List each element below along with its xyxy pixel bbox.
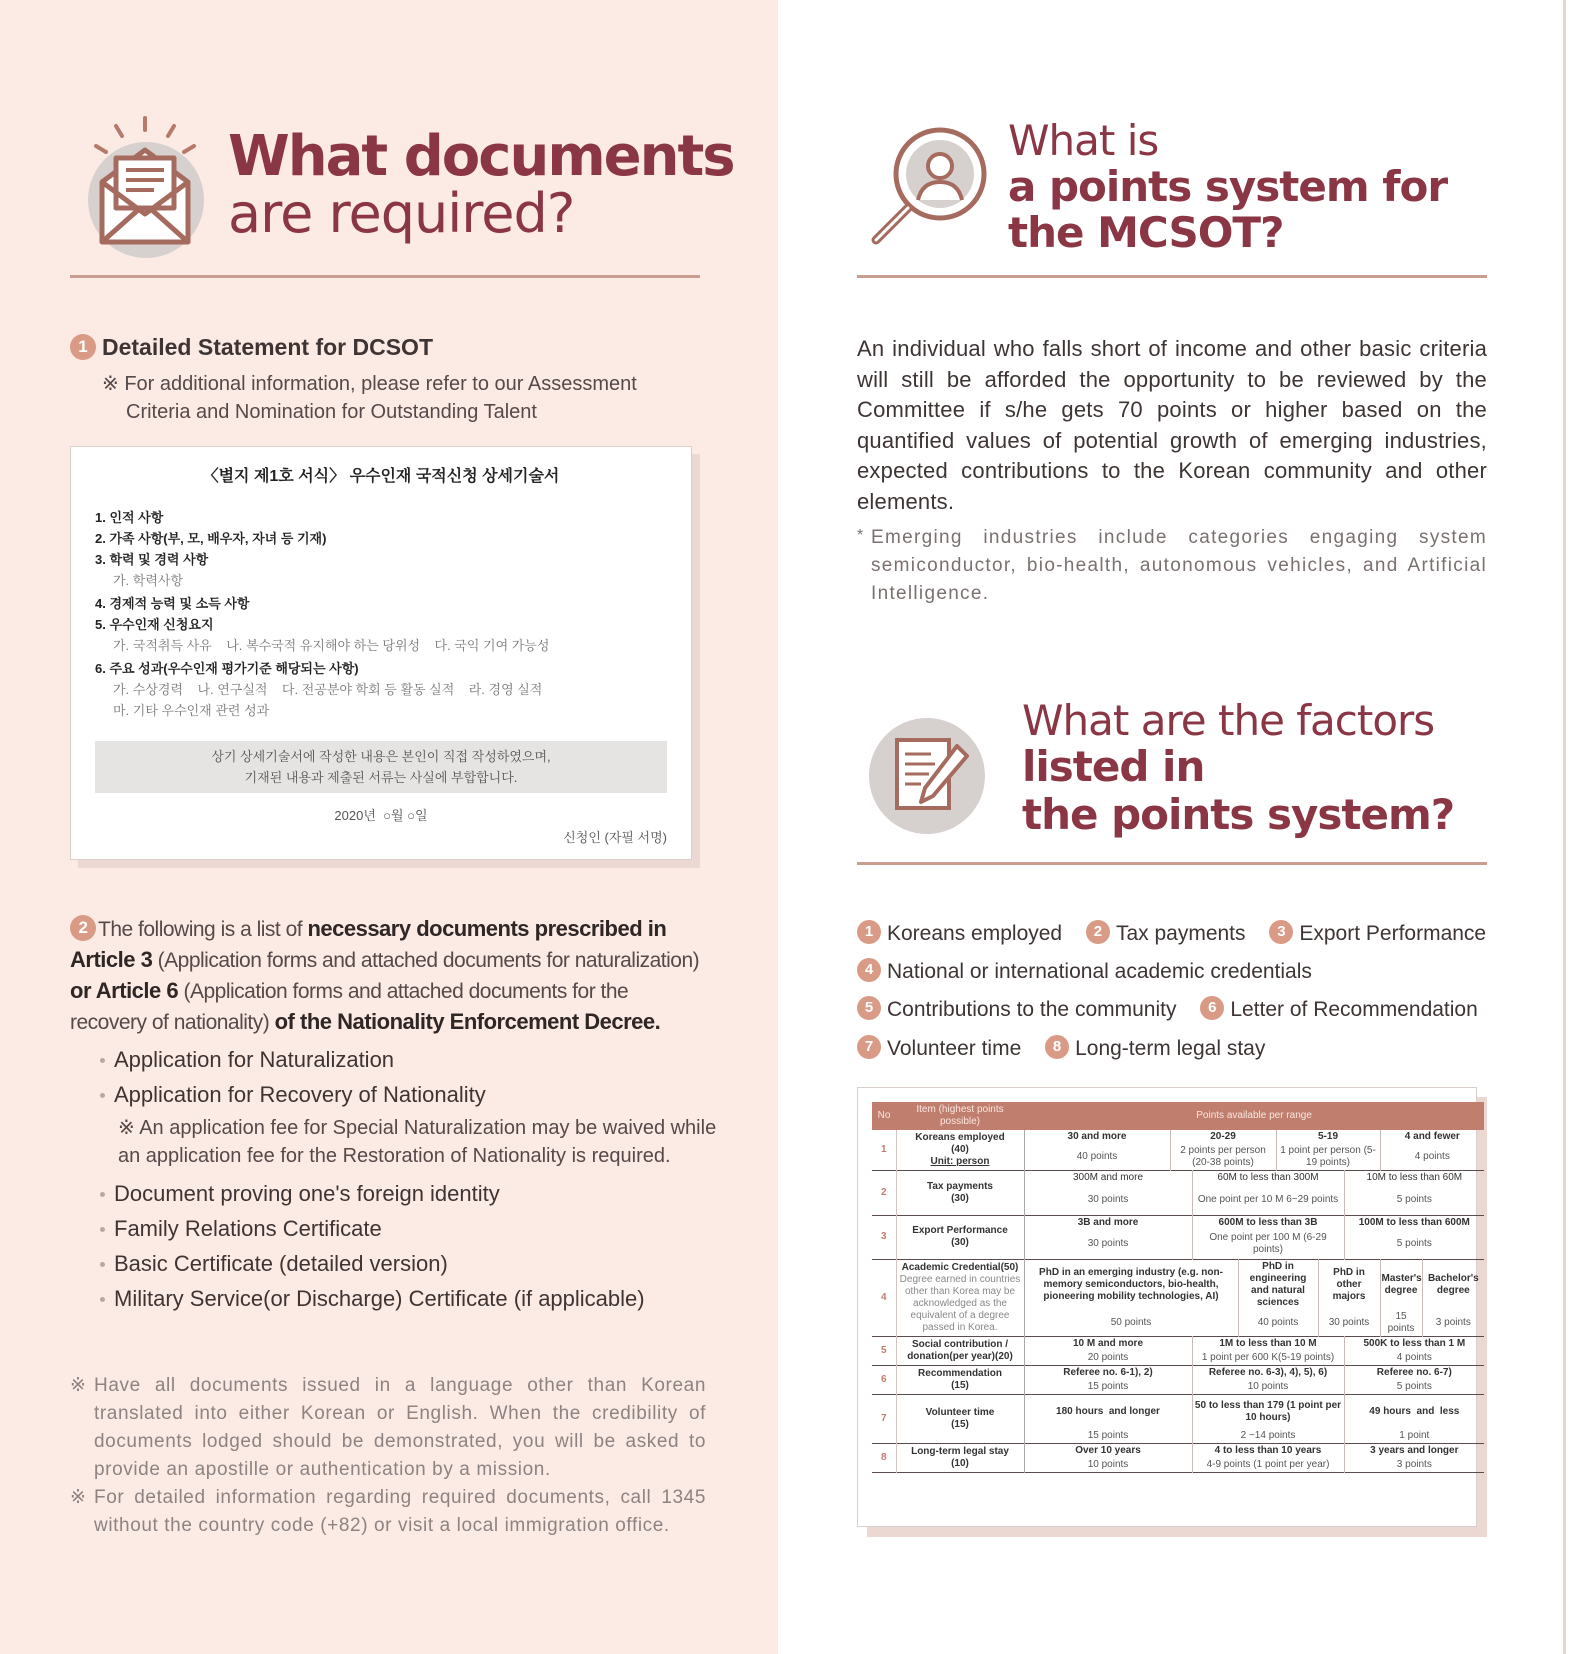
table-cell: 40 points (1238, 1310, 1318, 1337)
right-header1-rule (857, 275, 1487, 278)
item-name: Long-term legal stay (911, 1445, 1009, 1457)
points-system-description: An individual who falls short of income and other basic criteria will still be afforded the opportunity to be reviewed by the Committee if s/he gets 70 points or higher based on the quantified values of potential growth of emerging industries, expected contributions to the Korean community and other elements. (857, 336, 1487, 514)
table-cell: 49 hours and less (1344, 1395, 1484, 1429)
item-description: Degree earned in countries other than Korea may be acknowledged as the equivalent of a degree passed in Korea. (899, 1274, 1021, 1333)
table-cell: 2 points per person (20-38 points) (1170, 1144, 1276, 1171)
table-cell: 2 ~14 points (1192, 1429, 1344, 1444)
row-number: 2 (872, 1171, 896, 1216)
row-number: 1 (872, 1130, 896, 1171)
right-title2-line3: the points system? (1022, 790, 1455, 839)
row-number: 6 (872, 1366, 896, 1395)
form-declaration (95, 741, 667, 793)
form-item: 5. 우수인재 신청요지 (95, 617, 214, 632)
form-date: 2020년 ○월 ○일 (334, 808, 428, 823)
table-cell: 600M to less than 3B (1192, 1215, 1344, 1230)
right-title1-line3: the MCSOT? (1008, 208, 1284, 257)
form-title: 〈별지 제1호 서식〉 우수인재 국적신청 상세기술서 (202, 468, 560, 485)
table-cell: One point per 10 M 6~29 points (1192, 1185, 1344, 1215)
table-cell: 100M to less than 600M (1344, 1215, 1484, 1230)
table-row (872, 1171, 1484, 1186)
item-max: (30) (951, 1192, 969, 1204)
document-pen-icon (869, 718, 985, 834)
table-cell: 50 points (1024, 1310, 1238, 1337)
item-max: (10) (951, 1457, 969, 1469)
item-unit: Unit: person (930, 1156, 990, 1167)
item-max: (30) (951, 1237, 969, 1249)
emerging-industries-footnote (857, 524, 1487, 608)
section2-b3: of the Nationality Enforcement Decree. (274, 1009, 661, 1034)
item-max: (15) (951, 1380, 969, 1391)
table-cell: 1 point per person (5-19 points) (1276, 1144, 1380, 1171)
factor-label: Tax payments (1115, 922, 1246, 945)
table-cell: 15 points (1380, 1310, 1422, 1337)
list-item: Application for Naturalization (98, 1042, 718, 1077)
table-cell: 1 point (1399, 1429, 1430, 1441)
table-cell: 4 and fewer (1404, 1131, 1460, 1142)
fee-note: ※ An application fee for Special Naturalization may be waived while an application fee for the Restoration of Nationality is required. (118, 1117, 717, 1167)
row-item (896, 1260, 1024, 1337)
factor-item (1269, 922, 1486, 946)
row-item (896, 1130, 1024, 1171)
row-number: 5 (872, 1337, 896, 1366)
number-badge: 6 (1200, 996, 1224, 1020)
right-title1-line1: What is (1008, 116, 1159, 165)
section1-heading (70, 334, 433, 362)
footnote-text: Emerging industries include categories engaging system semiconductor, bio-health, autonomous vehicles, and Artificial Intelligence. (871, 527, 1487, 604)
factor-row (857, 960, 1330, 984)
form-subitem: 가. 학력사항 (113, 573, 184, 588)
right-header2-rule (857, 862, 1487, 865)
note-line2: Criteria and Nomination for Outstanding Talent (126, 401, 537, 423)
section1-note (102, 370, 637, 426)
section2-t1: The following is a list of (98, 918, 308, 941)
form-subitem: 마. 기타 우수인재 관련 성과 (113, 703, 270, 718)
table-cell: 500K to less than 1 M (1344, 1337, 1484, 1352)
row-item (896, 1171, 1024, 1216)
factor-row (857, 922, 1504, 946)
table-cell: 1 point per 600 K(5-19 points) (1192, 1351, 1344, 1366)
number-badge: 7 (857, 1035, 881, 1059)
footnote-text: Have all documents issued in a language other than Korean translated into either Korean or English. When the credibility of documents lodged should be demonstrated, you will be asked to provide an apostille or authentication by a mission. (94, 1375, 706, 1480)
footnote (70, 1484, 706, 1540)
table-row (872, 1443, 1484, 1458)
table-header-row (872, 1102, 1484, 1130)
row-number: 7 (872, 1395, 896, 1444)
table-row (872, 1395, 1484, 1429)
table-cell: Referee no. 6-7) (1344, 1366, 1484, 1381)
factor-item (1086, 922, 1246, 946)
form-signature: 신청인 (자필 서명) (563, 830, 667, 845)
factor-item (1200, 998, 1477, 1022)
item-name: Export Performance (912, 1225, 1008, 1237)
table-cell: Over 10 years (1024, 1443, 1192, 1458)
table-cell: 180 hours and longer (1024, 1395, 1192, 1429)
row-number: 4 (872, 1260, 896, 1337)
table-cell: 1M to less than 10 M (1192, 1337, 1344, 1352)
factor-label: National or international academic credentials (887, 960, 1312, 983)
factor-label: Long-term legal stay (1075, 1037, 1266, 1060)
table-cell: 50 to less than 179 (1 point per 10 hours) (1192, 1395, 1344, 1429)
declaration-line2: 기재된 내용과 제출된 서류는 사실에 부합합니다. (244, 770, 518, 785)
table-cell: 20-29 (1170, 1130, 1276, 1144)
factor-item (857, 960, 1312, 984)
table-cell: 40 points (1024, 1144, 1170, 1171)
row-item (896, 1395, 1024, 1444)
points-table (872, 1102, 1484, 1473)
table-cell: One point per 100 M (6-29 points) (1192, 1230, 1344, 1260)
factor-label: Volunteer time (887, 1037, 1022, 1060)
left-title-line1: What documents (228, 124, 734, 189)
factor-label: Export Performance (1299, 922, 1487, 945)
table-cell: 3 years and longer (1344, 1443, 1484, 1458)
magnifier-person-icon (866, 126, 996, 246)
right-title2-line2: listed in (1022, 742, 1205, 791)
number-badge: 4 (857, 958, 881, 982)
row-item (896, 1443, 1024, 1472)
table-row (872, 1215, 1484, 1230)
note-line1: For additional information, please refer to our Assessment (124, 373, 637, 395)
document-list (98, 1042, 718, 1316)
table-cell: 4 points (1414, 1151, 1450, 1162)
right-title2-line1: What are the factors (1022, 696, 1435, 745)
table-cell: 5 points (1396, 1381, 1432, 1392)
number-badge: 2 (1086, 920, 1110, 944)
number-badge: 3 (1269, 920, 1293, 944)
table-cell: 30 points (1024, 1185, 1192, 1215)
table-cell: 20 points (1024, 1351, 1192, 1366)
table-cell: 15 points (1024, 1380, 1192, 1395)
row-item (896, 1366, 1024, 1395)
section2-t2: (Application forms and attached documents for naturalization) (152, 949, 700, 972)
row-item: Social contribution / donation(per year)(20) (896, 1337, 1024, 1366)
table-cell: PhD in other majors (1318, 1260, 1380, 1311)
factor-item (857, 922, 1062, 946)
factor-item (857, 998, 1176, 1022)
note-mark: ※ (102, 373, 119, 395)
factor-row (857, 1037, 1283, 1061)
item-max: (40) (951, 1144, 969, 1155)
section1-heading-text: Detailed Statement for DCSOT (102, 334, 433, 360)
factor-item (857, 1037, 1021, 1061)
list-item: Application for Recovery of Nationality (98, 1077, 718, 1112)
statement-form (70, 446, 692, 860)
list-item: Military Service(or Discharge) Certificate (if applicable) (98, 1281, 718, 1316)
item-name: Volunteer time (925, 1406, 995, 1418)
section2-b2: or Article 6 (70, 978, 179, 1003)
section2-t3: (Application forms and attached documents for the recovery of nationality) (70, 980, 629, 1034)
table-cell: 30 points (1024, 1230, 1192, 1260)
number-badge: 1 (70, 334, 96, 360)
table-cell: 3B and more (1024, 1215, 1192, 1230)
table-cell: 15 points (1024, 1429, 1192, 1444)
table-cell: 300M and more (1024, 1171, 1192, 1186)
row-number: 8 (872, 1443, 896, 1472)
table-cell: 4 points (1396, 1352, 1432, 1363)
table-cell: Master's degree (1380, 1260, 1422, 1311)
item-name: Academic Credential(50) (901, 1262, 1019, 1273)
table-cell: 5-19 (1276, 1130, 1380, 1144)
form-item: 2. 가족 사항(부, 모, 배우자, 자녀 등 기재) (95, 531, 327, 546)
section2-intro (70, 914, 706, 1038)
table-cell: PhD in engineering and natural sciences (1238, 1260, 1318, 1311)
number-badge: 8 (1045, 1035, 1069, 1059)
table-row (872, 1366, 1484, 1381)
list-item: Family Relations Certificate (98, 1211, 718, 1246)
table-cell: 5 points (1396, 1193, 1432, 1205)
list-item: Document proving one's foreign identity (98, 1176, 718, 1211)
envelope-icon (88, 142, 204, 258)
table-cell: 3 points (1396, 1458, 1432, 1470)
left-title-line2: are required? (228, 182, 575, 245)
row-item (896, 1215, 1024, 1260)
table-cell: PhD in an emerging industry (e.g. non-memory semiconductors, bio-health, pioneering mobility technologies, AI) (1024, 1260, 1238, 1311)
footnote-text: For detailed information regarding required documents, call 1345 without the country code (+82) or visit a local immigration office. (94, 1487, 706, 1536)
item-name: Recommendation (918, 1368, 1002, 1379)
header-range: Points available per range (1024, 1102, 1484, 1130)
table-cell: 10 M and more (1024, 1337, 1192, 1352)
right-title1-line2: a points system for (1008, 162, 1448, 211)
table-cell: 4-9 points (1 point per year) (1192, 1458, 1344, 1473)
footnote-mark: ※ (70, 1375, 87, 1396)
table-cell: 30 and more (1024, 1130, 1170, 1144)
table-cell: Referee no. 6-1), 2) (1024, 1366, 1192, 1381)
factor-label: Koreans employed (887, 922, 1063, 945)
footnote-mark: * (857, 527, 865, 544)
table-cell: 10M to less than 60M (1344, 1171, 1484, 1186)
table-cell: 3 points (1435, 1317, 1471, 1328)
header-item: Item (highest points possible) (896, 1102, 1024, 1130)
table-cell: 60M to less than 300M (1192, 1171, 1344, 1186)
form-subitem: 가. 국적취득 사유 나. 복수국적 유지해야 하는 당위성 다. 국익 기여 가능성 (113, 638, 550, 653)
header-no: No (872, 1102, 896, 1130)
number-badge: 5 (857, 996, 881, 1020)
table-row (872, 1130, 1484, 1144)
form-item: 1. 인적 사항 (95, 510, 164, 525)
table-cell: 5 points (1396, 1238, 1432, 1250)
item-name: Koreans employed (915, 1132, 1005, 1143)
factor-label: Contributions to the community (887, 998, 1177, 1021)
item-max: (15) (951, 1418, 969, 1430)
form-item: 3. 학력 및 경력 사항 (95, 552, 209, 567)
footnote-mark: ※ (70, 1487, 87, 1508)
number-badge: 1 (857, 920, 881, 944)
factor-label: Letter of Recommendation (1230, 998, 1478, 1021)
page-edge (1563, 0, 1566, 1654)
table-cell: Bachelor's degree (1422, 1260, 1484, 1311)
item-name: Tax payments (927, 1180, 993, 1192)
footnote (70, 1372, 706, 1484)
form-item: 6. 주요 성과(우수인재 평가기준 해당되는 사항) (95, 661, 359, 676)
table-cell: Referee no. 6-3), 4), 5), 6) (1192, 1366, 1344, 1381)
form-item: 4. 경제적 능력 및 소득 사항 (95, 596, 250, 611)
table-cell: 4 to less than 10 years (1192, 1443, 1344, 1458)
table-row (872, 1260, 1484, 1311)
table-row (872, 1337, 1484, 1352)
form-subitem: 가. 수상경력 나. 연구실적 다. 전공분야 학회 등 활동 실적 라. 경영 실적 (113, 682, 543, 697)
list-item: Basic Certificate (detailed version) (98, 1246, 718, 1281)
table-cell: 30 points (1318, 1310, 1380, 1337)
factor-item (1045, 1037, 1265, 1061)
table-cell: 10 points (1024, 1458, 1192, 1473)
number-badge: 2 (70, 915, 96, 941)
left-header-rule (70, 275, 700, 278)
table-cell: 10 points (1192, 1380, 1344, 1395)
declaration-line1: 상기 상세기술서에 작성한 내용은 본인이 직접 작성하였으며, (211, 749, 551, 764)
factor-row (857, 998, 1496, 1022)
left-footnotes (70, 1372, 706, 1540)
row-number: 3 (872, 1215, 896, 1260)
points-table-card (857, 1087, 1477, 1527)
section2-b1: necessary documents prescribed in Article 3 (70, 916, 667, 972)
